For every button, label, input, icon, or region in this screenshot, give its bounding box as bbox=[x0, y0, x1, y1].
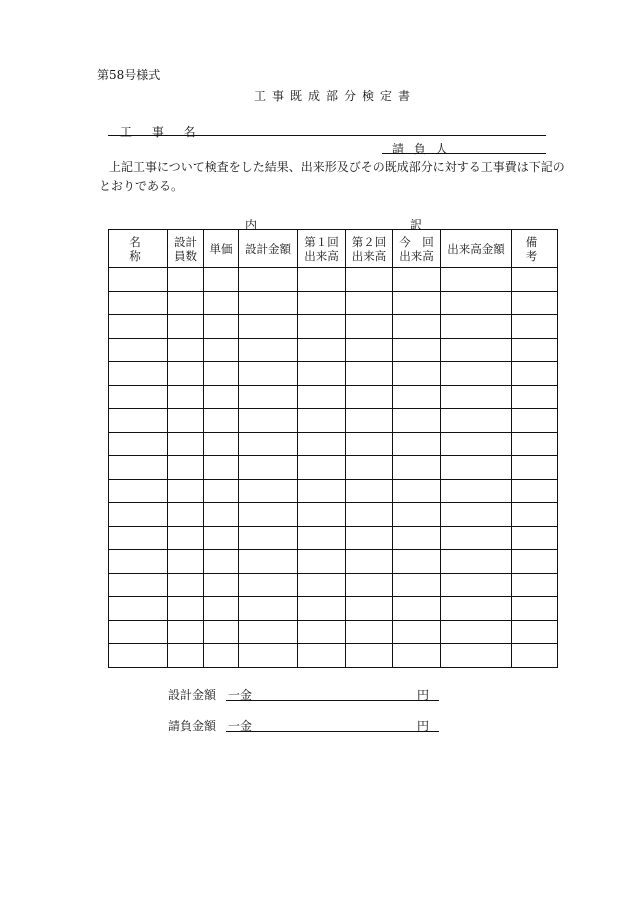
table-cell bbox=[298, 409, 346, 433]
table-cell bbox=[204, 620, 239, 644]
header-design-amount bbox=[239, 230, 298, 268]
table-cell bbox=[239, 550, 298, 574]
table-row bbox=[109, 432, 558, 456]
table-cell bbox=[168, 573, 204, 597]
table-cell bbox=[298, 268, 346, 292]
table-cell bbox=[512, 291, 558, 315]
table-cell bbox=[441, 620, 512, 644]
table-cell bbox=[393, 503, 441, 527]
table-row bbox=[109, 409, 558, 433]
header-name bbox=[109, 230, 181, 268]
table-cell bbox=[441, 338, 512, 362]
table-cell bbox=[204, 550, 239, 574]
table-cell bbox=[512, 315, 558, 339]
table-cell bbox=[346, 550, 393, 574]
header-progress-2-text: 第２回 bbox=[351, 234, 387, 249]
breakdown-table bbox=[108, 229, 577, 668]
table-cell bbox=[512, 550, 558, 574]
table-cell bbox=[204, 456, 239, 480]
table-cell bbox=[512, 456, 558, 480]
table-cell bbox=[393, 479, 441, 503]
table-cell bbox=[441, 503, 512, 527]
table-cell bbox=[441, 644, 512, 668]
table-cell bbox=[346, 385, 393, 409]
table-cell bbox=[168, 550, 204, 574]
table-cell bbox=[204, 362, 239, 386]
table-cell bbox=[109, 338, 168, 362]
table-row bbox=[109, 597, 558, 621]
table-cell bbox=[512, 526, 558, 550]
table-cell bbox=[204, 338, 239, 362]
table-cell bbox=[441, 526, 512, 550]
work-name-line bbox=[108, 135, 546, 136]
table-cell bbox=[204, 597, 239, 621]
table-cell bbox=[346, 362, 393, 386]
header-remarks-text: 備 考 bbox=[525, 234, 577, 263]
table-cell bbox=[393, 315, 441, 339]
table-cell bbox=[204, 503, 239, 527]
table-cell bbox=[346, 315, 393, 339]
table-cell bbox=[441, 268, 512, 292]
table-cell bbox=[393, 644, 441, 668]
table-cell bbox=[204, 432, 239, 456]
header-progress-1-text: 第１回 bbox=[304, 234, 339, 249]
header-progress-1-text: 出来高 bbox=[304, 248, 339, 263]
table-cell bbox=[346, 291, 393, 315]
table-cell bbox=[109, 526, 168, 550]
table-cell bbox=[204, 315, 239, 339]
table-cell bbox=[239, 620, 298, 644]
header-progress-current-text: 今 回 bbox=[399, 234, 434, 249]
table-cell bbox=[346, 620, 393, 644]
table-row bbox=[109, 362, 558, 386]
table-cell bbox=[393, 291, 441, 315]
table-cell bbox=[239, 573, 298, 597]
table-row bbox=[109, 644, 558, 668]
table-cell bbox=[239, 268, 298, 292]
header-unit-price bbox=[204, 230, 239, 268]
table-row bbox=[109, 479, 558, 503]
table-cell bbox=[298, 526, 346, 550]
table-row bbox=[109, 268, 558, 292]
table-cell bbox=[109, 362, 168, 386]
table-cell bbox=[512, 479, 558, 503]
table-cell bbox=[393, 338, 441, 362]
table-cell bbox=[393, 573, 441, 597]
table-cell bbox=[109, 620, 168, 644]
contract-amount-line bbox=[226, 731, 439, 732]
table-cell bbox=[168, 456, 204, 480]
table-cell bbox=[298, 432, 346, 456]
statement-line-2: とおりである。 bbox=[99, 179, 184, 193]
form-number: 第58号様式 bbox=[97, 68, 161, 82]
table-cell bbox=[204, 385, 239, 409]
table-cell bbox=[298, 503, 346, 527]
contract-amount-unit: 円 bbox=[417, 719, 430, 733]
table-cell bbox=[298, 338, 346, 362]
header-progress-current bbox=[393, 230, 441, 268]
design-amount-unit: 円 bbox=[417, 688, 430, 702]
table-cell bbox=[441, 385, 512, 409]
table-cell bbox=[441, 479, 512, 503]
table-cell bbox=[512, 432, 558, 456]
table-cell bbox=[298, 597, 346, 621]
table-cell bbox=[239, 644, 298, 668]
table-cell bbox=[512, 644, 558, 668]
table-cell bbox=[168, 432, 204, 456]
table-cell bbox=[239, 432, 298, 456]
header-design-amount-text: 設計金額 bbox=[245, 241, 291, 256]
table-cell bbox=[346, 456, 393, 480]
table-cell bbox=[346, 573, 393, 597]
table-cell bbox=[204, 573, 239, 597]
table-cell bbox=[239, 362, 298, 386]
header-progress-2-text: 出来高 bbox=[351, 248, 387, 263]
table-header-row bbox=[109, 230, 558, 268]
table-cell bbox=[168, 597, 204, 621]
table-cell bbox=[298, 291, 346, 315]
table-cell bbox=[168, 503, 204, 527]
table-cell bbox=[346, 503, 393, 527]
contractor-label: 請 負 人 bbox=[392, 142, 451, 156]
table-cell bbox=[346, 338, 393, 362]
table-cell bbox=[393, 362, 441, 386]
table-cell bbox=[168, 291, 204, 315]
table-cell bbox=[512, 503, 558, 527]
table-cell bbox=[298, 573, 346, 597]
table-cell bbox=[109, 597, 168, 621]
table-cell bbox=[393, 409, 441, 433]
table-cell bbox=[239, 315, 298, 339]
header-remarks bbox=[512, 230, 577, 268]
contract-amount-prefix: 一金 bbox=[228, 719, 253, 733]
table-cell bbox=[109, 315, 168, 339]
table-row bbox=[109, 385, 558, 409]
design-amount-prefix: 一金 bbox=[228, 688, 253, 702]
table-cell bbox=[346, 479, 393, 503]
header-progress-amount-text: 出来高金額 bbox=[447, 241, 505, 256]
table-cell bbox=[204, 526, 239, 550]
table-cell bbox=[204, 479, 239, 503]
table-cell bbox=[109, 573, 168, 597]
design-amount-line bbox=[226, 700, 439, 701]
table-cell bbox=[109, 550, 168, 574]
table-cell bbox=[512, 338, 558, 362]
header-progress-2 bbox=[346, 230, 393, 268]
table-cell bbox=[441, 573, 512, 597]
table-cell bbox=[512, 268, 558, 292]
table-cell bbox=[109, 409, 168, 433]
table-row bbox=[109, 315, 558, 339]
table-cell bbox=[168, 315, 204, 339]
table-cell bbox=[512, 409, 558, 433]
table-cell bbox=[168, 268, 204, 292]
table-cell bbox=[239, 479, 298, 503]
table-cell bbox=[512, 573, 558, 597]
table-cell bbox=[168, 338, 204, 362]
table-cell bbox=[239, 526, 298, 550]
table-row bbox=[109, 550, 558, 574]
table-cell bbox=[239, 385, 298, 409]
statement-line-1: 上記工事について検査をした結果、出来形及びその既成部分に対する工事費は下記の bbox=[109, 160, 565, 174]
table-cell bbox=[346, 597, 393, 621]
table-cell bbox=[441, 550, 512, 574]
table-cell bbox=[393, 620, 441, 644]
table-cell bbox=[168, 620, 204, 644]
table-cell bbox=[298, 644, 346, 668]
table-row bbox=[109, 338, 558, 362]
table-cell bbox=[393, 432, 441, 456]
table-cell bbox=[393, 456, 441, 480]
table-cell bbox=[298, 456, 346, 480]
table-cell bbox=[109, 644, 168, 668]
table-cell bbox=[298, 362, 346, 386]
table-row bbox=[109, 620, 558, 644]
table-body bbox=[109, 268, 558, 668]
table-cell bbox=[168, 409, 204, 433]
header-progress-1 bbox=[298, 230, 346, 268]
table-cell bbox=[346, 268, 393, 292]
header-unit-price-text: 単価 bbox=[209, 241, 233, 256]
table-cell bbox=[109, 503, 168, 527]
document-title: 工事既成部分検定書 bbox=[253, 89, 416, 103]
table-cell bbox=[298, 315, 346, 339]
table-cell bbox=[441, 597, 512, 621]
table-cell bbox=[204, 268, 239, 292]
table-cell bbox=[393, 597, 441, 621]
table-cell bbox=[441, 432, 512, 456]
design-amount-label: 設計金額 bbox=[168, 688, 217, 702]
table-cell bbox=[512, 620, 558, 644]
table-cell bbox=[239, 338, 298, 362]
table-cell bbox=[239, 503, 298, 527]
table-cell bbox=[298, 550, 346, 574]
table-row bbox=[109, 573, 558, 597]
table-cell bbox=[239, 291, 298, 315]
table-cell bbox=[393, 385, 441, 409]
table-row bbox=[109, 526, 558, 550]
table-cell bbox=[204, 409, 239, 433]
table-cell bbox=[298, 620, 346, 644]
table-cell bbox=[441, 291, 512, 315]
table-cell bbox=[168, 362, 204, 386]
table-cell bbox=[441, 409, 512, 433]
table-cell bbox=[393, 550, 441, 574]
table-cell bbox=[393, 268, 441, 292]
breakdown-label-left: 内 bbox=[245, 218, 258, 232]
table-cell bbox=[168, 644, 204, 668]
header-name-text: 名 称 bbox=[129, 234, 181, 263]
table-cell bbox=[393, 526, 441, 550]
table-cell bbox=[168, 479, 204, 503]
breakdown-label-right: 訳 bbox=[410, 218, 423, 232]
table-cell bbox=[441, 362, 512, 386]
statement-paragraph bbox=[99, 158, 571, 196]
table-row bbox=[109, 456, 558, 480]
table-cell bbox=[109, 385, 168, 409]
table-cell bbox=[204, 291, 239, 315]
table-cell bbox=[298, 385, 346, 409]
table-cell bbox=[239, 409, 298, 433]
table-cell bbox=[109, 291, 168, 315]
work-name-label: 工 事 名 bbox=[120, 125, 204, 139]
table-cell bbox=[346, 432, 393, 456]
table-cell bbox=[239, 597, 298, 621]
table-row bbox=[109, 503, 558, 527]
table-cell bbox=[512, 362, 558, 386]
table-cell bbox=[109, 479, 168, 503]
table-cell bbox=[204, 644, 239, 668]
header-design-quantity-text: 員数 bbox=[174, 248, 197, 263]
table-cell bbox=[109, 268, 168, 292]
table-cell bbox=[512, 597, 558, 621]
contractor-line bbox=[382, 153, 546, 154]
table-cell bbox=[239, 456, 298, 480]
table-cell bbox=[512, 385, 558, 409]
table-cell bbox=[346, 409, 393, 433]
table-cell bbox=[109, 456, 168, 480]
contract-amount-label: 請負金額 bbox=[168, 719, 217, 733]
header-progress-current-text: 出来高 bbox=[399, 248, 434, 263]
table-row bbox=[109, 291, 558, 315]
table-cell bbox=[168, 385, 204, 409]
header-design-quantity-text: 設計 bbox=[174, 234, 197, 249]
table-cell bbox=[168, 526, 204, 550]
table-cell bbox=[441, 315, 512, 339]
table-cell bbox=[441, 456, 512, 480]
header-progress-amount bbox=[441, 230, 512, 268]
table-cell bbox=[109, 432, 168, 456]
table-cell bbox=[298, 479, 346, 503]
table-cell bbox=[346, 526, 393, 550]
table-cell bbox=[346, 644, 393, 668]
